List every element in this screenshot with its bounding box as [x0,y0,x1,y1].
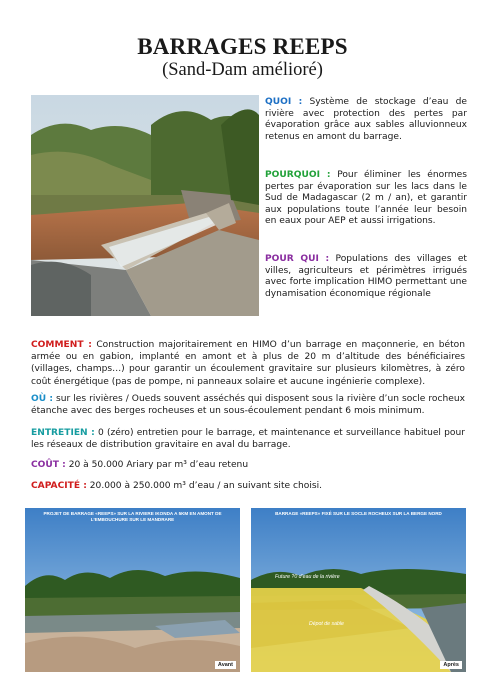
pourquoi-text: Pour éliminer les énormes pertes par évaporation sur les lacs dans le Sud de Madagascar (2 m / an), et garantir aux populations toute l’année leur besoin en eaux pour AEP et aussi irrigations. [265,170,467,227]
section-entretien [31,427,465,451]
section-comment [31,339,465,388]
quoi-text: Système de stockage d’eau de rivière avec protection des pertes par évaporation grâce aux sables alluvionneux retenus en amont du barrage. [265,97,467,142]
pourqui-text: Populations des villages et villes, agriculteurs et périmètres irrigués avec forte implication HIMO permettant une dynamisation économique régionale [265,254,467,299]
pourqui-label: POUR QUI : [265,254,330,264]
section-cout [31,460,248,470]
ou-label: OÙ : [31,394,54,404]
water-level-annotation: Future ?0 d’eau de la rivière [275,574,340,580]
section-ou [31,393,465,417]
entretien-text: 0 (zéro) entretien pour le barrage, et maintenance et surveillance habituel pour les réseaux de distribution gravitaire en aval du barrage. [31,428,465,451]
cout-label: COÛT : [31,460,66,470]
before-photo [25,508,240,672]
capacite-text: 20.000 à 250.000 m³ d’eau / an suivant site choisi. [89,481,323,491]
after-label: Après [440,661,462,669]
cout-text: 20 à 50.000 Ariary par m³ d’eau retenu [68,460,249,470]
comment-text: Construction majoritairement en HIMO d’un barrage en maçonnerie, en béton armée ou en gabion, implanté en amont et à plus de 20 m d’altitude des bénéficiaires (villages, champs…) pour garantir un écoulement gravitaire sur plusieurs kilomètres, à zéro coût énergétique (pas de pompe, ni panneaux solaire et aucune ingénierie complexe). [31,340,465,387]
document-title: BARRAGES REEPS [137,34,348,59]
sand-deposit-annotation: Dépot de sable [309,621,344,627]
section-quoi [265,97,467,143]
document-subtitle: (Sand-Dam amélioré) [162,60,323,80]
section-pourquoi [265,170,467,228]
entretien-label: ENTRETIEN : [31,428,95,438]
after-photo-caption: BARRAGE «REEPS» FIXÉ SUR LE SOCLE ROCHEUX SUR LA BERGE NORD [275,511,442,516]
quoi-label: QUOI : [265,97,303,107]
ou-text: sur les rivières / Oueds souvent asséchés qui disposent sous la rivière d’un socle rocheux étanche avec des berges rocheuses et un sous-écoulement pendant 6 mois minimum. [31,394,465,417]
comment-label: COMMENT : [31,340,92,350]
section-pourqui [265,254,467,300]
after-photo [251,508,466,672]
before-photo-caption: PROJET DE BARRAGE «REEPS» SUR LA RIVIERE IKONDA A 5KM EN AMONT DE L’EMBOUCHURE SUR LE MANDRARE [43,511,222,522]
dam-photo [31,95,259,316]
capacite-label: CAPACITÉ : [31,481,87,491]
before-label: Avant [215,661,236,669]
pourquoi-label: POURQUOI : [265,170,331,180]
section-capacite [31,481,322,491]
